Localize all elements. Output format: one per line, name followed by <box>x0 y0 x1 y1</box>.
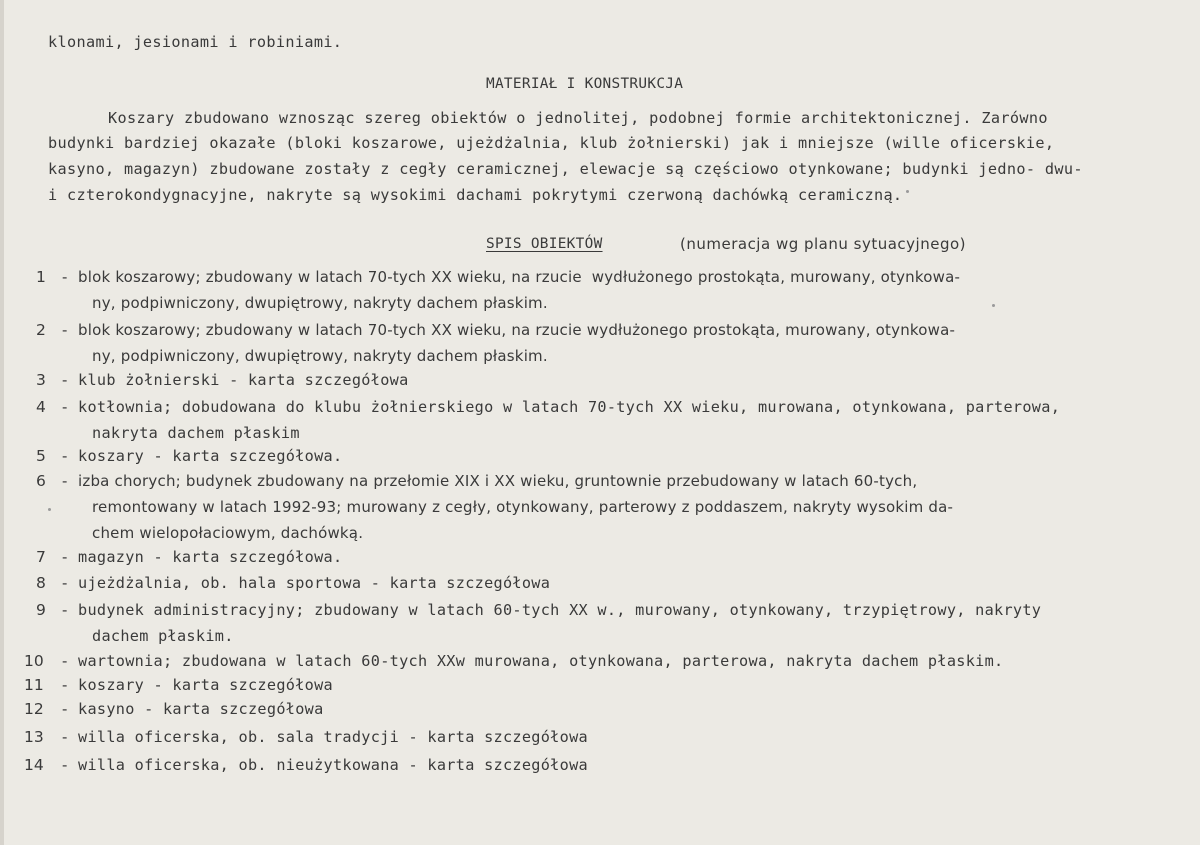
item-dash: - <box>60 728 70 746</box>
paper-speck <box>906 190 909 193</box>
item-dash: - <box>60 601 70 619</box>
item-number: 10 <box>24 652 44 670</box>
item-number: 2 <box>36 321 46 339</box>
item-number: 14 <box>24 756 44 774</box>
item-text: kotłownia; dobudowana do klubu żołnierskiego w latach 70-tych XX wieku, murowana, otynkowana, parterowa, <box>78 398 1061 416</box>
paragraph-line: kasyno, magazyn) zbudowane zostały z cegły ceramicznej, elewacje są częściowo otynkowane; budynki jedno- dwu- <box>48 160 1083 178</box>
item-text: budynek administracyjny; zbudowany w latach 60-tych XX w., murowany, otynkowany, trzypiętrowy, nakryty <box>78 601 1042 619</box>
list-note: (numeracja wg planu sytuacyjnego) <box>680 235 967 253</box>
item-dash: - <box>60 652 70 670</box>
list-title: SPIS OBIEKTÓW <box>486 236 603 252</box>
item-text: koszary - karta szczegółowa. <box>78 447 343 465</box>
item-number: 1 <box>36 268 46 286</box>
paper-speck <box>48 508 51 511</box>
item-text: blok koszarowy; zbudowany w latach 70-tych XX wieku, na rzucie wydłużonego prostokąta, murowany, otynkowa- <box>78 268 961 286</box>
item-dash: - <box>60 548 70 566</box>
item-text: willa oficerska, ob. sala tradycji - karta szczegółowa <box>78 728 588 746</box>
item-number: 7 <box>36 548 46 566</box>
item-text: magazyn - karta szczegółowa. <box>78 548 343 566</box>
item-dash: - <box>60 321 70 339</box>
item-text: dachem płaskim. <box>92 627 234 645</box>
paragraph-line: Koszary zbudowano wznosząc szereg obiektów o jednolitej, podobnej formie architektonicznej. Zarówno <box>108 109 1048 127</box>
item-number: 11 <box>24 676 44 694</box>
item-dash: - <box>60 756 70 774</box>
item-text: willa oficerska, ob. nieużytkowana - karta szczegółowa <box>78 756 588 774</box>
paragraph-line: budynki bardziej okazałe (bloki koszarowe, ujeżdżalnia, klub żołnierski) jak i mniejsze (wille oficerskie, <box>48 134 1055 152</box>
item-dash: - <box>60 700 70 718</box>
item-number: 6 <box>36 472 46 490</box>
item-number: 5 <box>36 447 46 465</box>
item-text: wartownia; zbudowana w latach 60-tych XXw murowana, otynkowana, parterowa, nakryta dachem płaskim. <box>78 652 1004 670</box>
item-number: 9 <box>36 601 46 619</box>
item-dash: - <box>60 371 70 389</box>
section-title: MATERIAŁ I KONSTRUKCJA <box>486 76 684 92</box>
item-text: remontowany w latach 1992-93; murowany z cegły, otynkowany, parterowy z poddaszem, nakryty wysokim da- <box>92 498 954 516</box>
item-number: 8 <box>36 574 46 592</box>
paper-speck <box>992 304 995 307</box>
item-text: blok koszarowy; zbudowany w latach 70-tych XX wieku, na rzucie wydłużonego prostokąta, murowany, otynkowa- <box>78 321 956 339</box>
item-number: 12 <box>24 700 44 718</box>
item-number: 13 <box>24 728 44 746</box>
item-text: ny, podpiwniczony, dwupiętrowy, nakryty dachem płaskim. <box>92 294 548 312</box>
item-text: klub żołnierski - karta szczegółowa <box>78 371 409 389</box>
item-text: chem wielopołaciowym, dachówką. <box>92 524 364 542</box>
item-number: 4 <box>36 398 46 416</box>
item-number: 3 <box>36 371 46 389</box>
item-text: ujeżdżalnia, ob. hala sportowa - karta szczegółowa <box>78 574 551 592</box>
item-dash: - <box>60 447 70 465</box>
item-dash: - <box>60 574 70 592</box>
item-text: kasyno - karta szczegółowa <box>78 700 324 718</box>
paragraph-line: i czterokondygnacyjne, nakryte są wysokimi dachami pokrytymi czerwoną dachówką ceramiczną. <box>48 186 903 204</box>
top-line: klonami, jesionami i robiniami. <box>48 33 343 51</box>
item-text: ny, podpiwniczony, dwupiętrowy, nakryty dachem płaskim. <box>92 347 548 365</box>
item-dash: - <box>60 268 70 286</box>
item-text: nakryta dachem płaskim <box>92 424 300 442</box>
item-text: koszary - karta szczegółowa <box>78 676 333 694</box>
item-dash: - <box>60 472 70 490</box>
item-dash: - <box>60 398 70 416</box>
item-dash: - <box>60 676 70 694</box>
item-text: izba chorych; budynek zbudowany na przełomie XIX i XX wieku, gruntownie przebudowany w latach 60-tych, <box>78 472 918 490</box>
